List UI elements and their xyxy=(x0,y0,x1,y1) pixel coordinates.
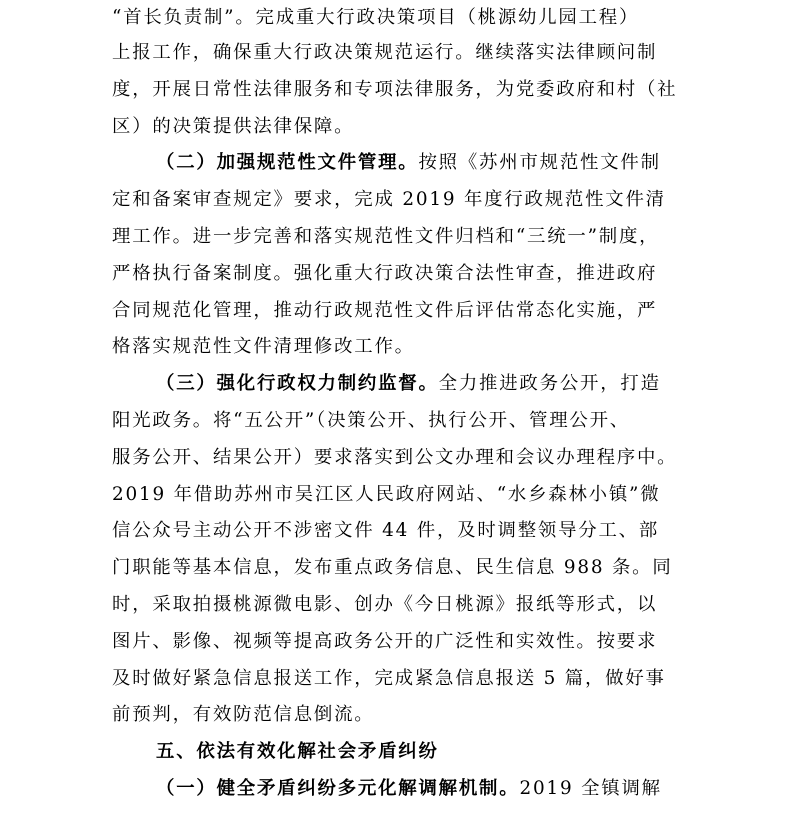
text-line: 时，采取拍摄桃源微电影、创办《今日桃源》报纸等形式，以 xyxy=(112,593,658,615)
text-line: 服务公开、结果公开）要求落实到公文办理和会议办理程序中。 xyxy=(112,446,678,468)
subsection-heading: （二）加强规范性文件管理。 xyxy=(156,152,419,174)
subsection-heading: （三）强化行政权力制约监督。 xyxy=(156,373,439,395)
subsection-heading: （一）健全矛盾纠纷多元化解调解机制。 xyxy=(156,777,520,799)
document-page xyxy=(112,0,687,808)
text-line: 及时做好紧急信息报送工作，完成紧急信息报送 5 篇，做好事 xyxy=(112,667,666,689)
text-line: 严格执行备案制度。强化重大行政决策合法性审查，推进政府 xyxy=(112,262,658,284)
text-line: 度，开展日常性法律服务和专项法律服务，为党委政府和村（社 xyxy=(112,78,678,100)
text-line: 格落实规范性文件清理修改工作。 xyxy=(112,336,415,358)
text-line: 理工作。进一步完善和落实规范性文件归档和“三统一”制度， xyxy=(112,225,660,247)
text-line: 图片、影像、视频等提高政务公开的广泛性和实效性。按要求 xyxy=(112,630,658,652)
text-line: 合同规范化管理，推动行政规范性文件后评估常态化实施，严 xyxy=(112,299,658,321)
text-line: 门职能等基本信息，发布重点政务信息、民生信息 988 条。同 xyxy=(112,557,673,579)
text-line: 信公众号主动公开不涉密文件 44 件，及时调整领导分工、部 xyxy=(112,520,660,542)
paragraph-line xyxy=(112,771,687,808)
text-line: 定和备案审查规定》要求，完成 2019 年度行政规范性文件清 xyxy=(112,189,666,211)
text-line: 区）的决策提供法律保障。 xyxy=(112,115,355,137)
text-line: “首长负责制”。完成重大行政决策项目（桃源幼儿园工程） xyxy=(112,7,640,28)
text-line: 阳光政务。将“五公开”（决策公开、执行公开、管理公开、 xyxy=(112,409,630,431)
paragraph-line xyxy=(112,145,687,182)
text-line: 上报工作，确保重大行政决策规范运行。继续落实法律顾问制 xyxy=(112,42,658,63)
text-run: 全力推进政务公开，打造 xyxy=(438,373,661,395)
text-line: 2019 年借助苏州市吴江区人民政府网站、“水乡森林小镇”微 xyxy=(112,483,661,505)
paragraph-line xyxy=(112,366,687,403)
text-run: 按照《苏州市规范性文件制 xyxy=(418,152,661,174)
section-heading: 五、依法有效化解社会矛盾纠纷 xyxy=(156,741,439,763)
text-run: 2019 全镇调解 xyxy=(519,777,662,799)
text-line: 前预判，有效防范信息倒流。 xyxy=(112,704,375,726)
